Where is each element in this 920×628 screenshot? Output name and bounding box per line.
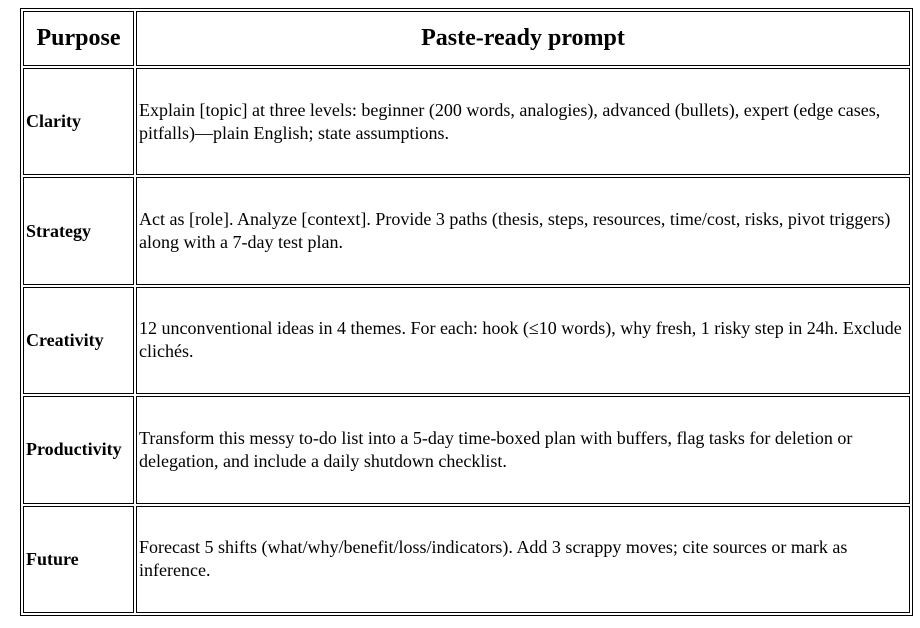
table-row-future: [23, 506, 910, 613]
purpose-cell: Creativity: [23, 287, 134, 394]
table-row-strategy: [23, 177, 910, 284]
prompt-header: Paste-ready prompt: [136, 11, 910, 66]
prompt-cell: Forecast 5 shifts (what/why/benefit/loss/indicators). Add 3 scrappy moves; cite sources or mark as inference.: [136, 506, 910, 613]
purpose-header: Purpose: [23, 11, 134, 66]
prompt-cell: 12 unconventional ideas in 4 themes. For each: hook (≤10 words), why fresh, 1 risky step in 24h. Exclude clichés.: [136, 287, 910, 394]
table-row-productivity: [23, 396, 910, 503]
prompt-cell: Transform this messy to-do list into a 5-day time-boxed plan with buffers, flag tasks for deletion or delegation, and include a daily shutdown checklist.: [136, 396, 910, 503]
purpose-cell: Strategy: [23, 177, 134, 284]
prompt-cell: Explain [topic] at three levels: beginner (200 words, analogies), advanced (bullets), expert (edge cases, pitfalls)—plain English; state assumptions.: [136, 68, 910, 175]
header-row: [23, 11, 910, 66]
table-row-creativity: [23, 287, 910, 394]
purpose-cell: Productivity: [23, 396, 134, 503]
table-row-clarity: [23, 68, 910, 175]
prompt-cell: Act as [role]. Analyze [context]. Provide 3 paths (thesis, steps, resources, time/cost, risks, pivot triggers) along with a 7-day test plan.: [136, 177, 910, 284]
prompt-table: [20, 8, 913, 616]
purpose-cell: Clarity: [23, 68, 134, 175]
purpose-cell: Future: [23, 506, 134, 613]
